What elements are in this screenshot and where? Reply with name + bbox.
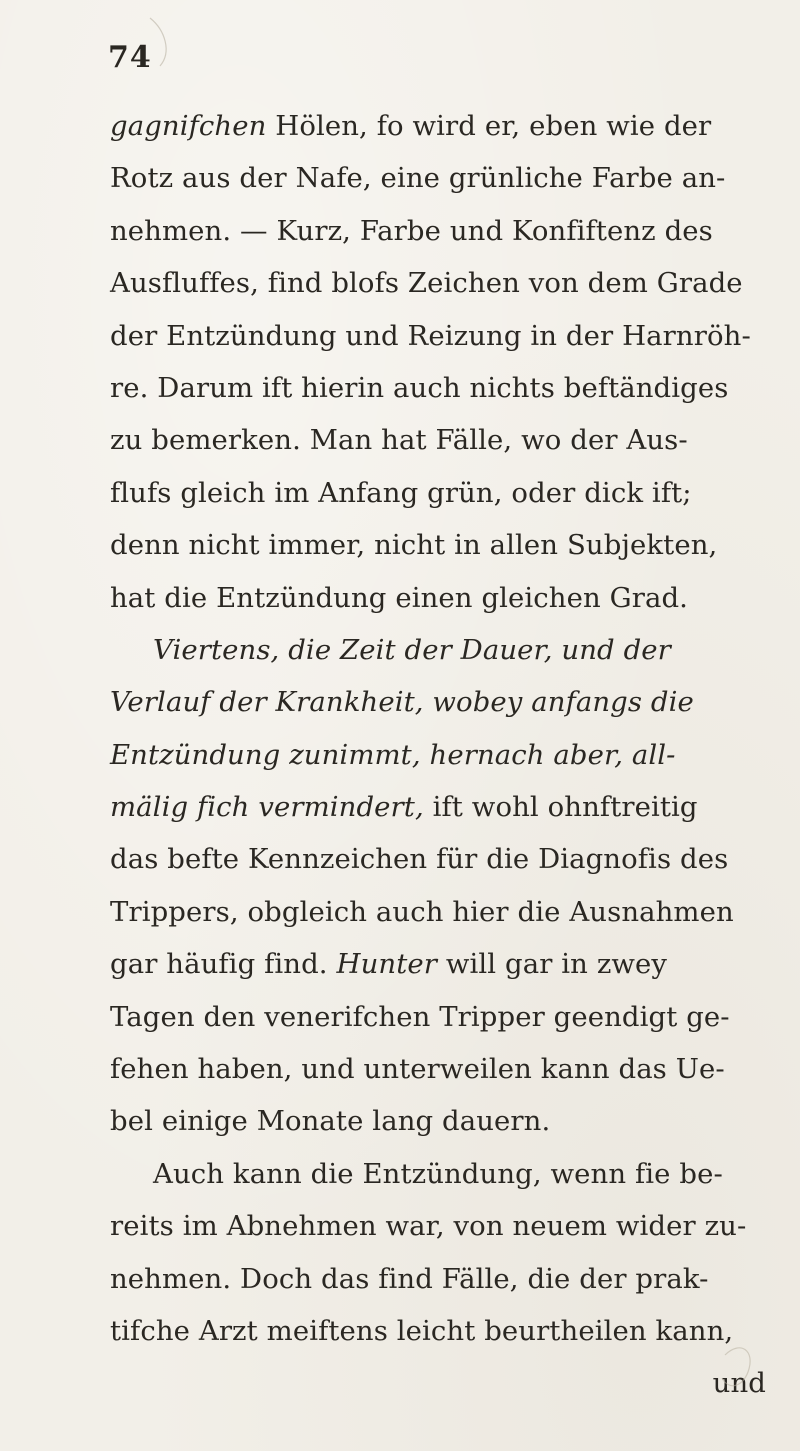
text-line	[110, 1305, 790, 1357]
italic-text: mälig fich vermindert,	[110, 791, 424, 824]
text-line	[110, 310, 790, 362]
text-segment: Trippers, obgleich auch hier die Ausnahmen	[110, 895, 734, 928]
text-segment: fehen haben, und unterweilen kann das Ue-	[110, 1053, 725, 1086]
text-segment: re. Darum ift hierin auch nichts beftändiges	[110, 371, 729, 404]
text-line	[110, 624, 790, 676]
text-segment: bel einige Monate lang dauern.	[110, 1105, 551, 1138]
text-line	[110, 991, 790, 1043]
text-segment: ift wohl ohnftreitig	[423, 791, 698, 824]
text-line	[110, 1200, 790, 1252]
page-body-text	[110, 100, 790, 1410]
text-line	[110, 676, 790, 728]
page-number: 74	[108, 40, 152, 75]
text-line	[110, 467, 790, 519]
text-line	[110, 781, 790, 833]
text-line	[110, 1095, 790, 1147]
text-segment: Tagen den venerifchen Tripper geendigt ge-	[110, 1000, 730, 1033]
text-segment: Auch kann die Entzündung, wenn fie be-	[153, 1157, 723, 1190]
text-line	[110, 938, 790, 990]
italic-text: Entzündung zunimmt, hernach aber, all-	[110, 738, 676, 771]
text-segment: Rotz aus der Nafe, eine grünliche Farbe an-	[110, 162, 726, 195]
text-line	[110, 257, 790, 309]
italic-text: Viertens, die Zeit der Dauer, und der	[153, 633, 671, 666]
text-line	[110, 205, 790, 257]
text-segment: nehmen. — Kurz, Farbe und Konfiftenz des	[110, 214, 713, 247]
text-segment: nehmen. Doch das find Fälle, die der prak-	[110, 1262, 709, 1295]
text-line	[110, 1043, 790, 1095]
text-line	[110, 1253, 790, 1305]
text-line	[110, 362, 790, 414]
text-segment: hat die Entzündung einen gleichen Grad.	[110, 581, 689, 614]
text-segment: tifche Arzt meiftens leicht beurtheilen kann,	[110, 1314, 734, 1347]
text-line	[110, 886, 790, 938]
text-segment: will gar in zwey	[436, 948, 668, 981]
text-line	[110, 152, 790, 204]
text-line	[110, 519, 790, 571]
text-segment: gar häufig find.	[110, 948, 337, 981]
italic-text: Hunter	[336, 948, 437, 981]
catchword	[110, 1357, 790, 1409]
italic-text: Verlauf der Krankheit, wobey anfangs die	[110, 686, 694, 719]
text-line	[110, 833, 790, 885]
text-line	[110, 414, 790, 466]
italic-text: gagnifchen	[110, 110, 267, 142]
text-segment: das befte Kennzeichen für die Diagnofis des	[110, 843, 729, 876]
text-segment: der Entzündung und Reizung in der Harnröh-	[110, 319, 751, 352]
text-line	[110, 572, 790, 624]
text-segment: Ausfluffes, find blofs Zeichen von dem Grade	[110, 267, 743, 300]
text-segment: denn nicht immer, nicht in allen Subjekten,	[110, 529, 718, 562]
text-segment: reits im Abnehmen war, von neuem wider zu-	[110, 1210, 747, 1243]
text-segment: Hölen, fo wird er, eben wie der	[266, 110, 712, 142]
text-line	[110, 100, 790, 152]
text-segment: flufs gleich im Anfang grün, oder dick ift;	[110, 476, 692, 509]
text-line	[110, 729, 790, 781]
text-segment: und	[712, 1367, 766, 1400]
text-segment: zu bemerken. Man hat Fälle, wo der Aus-	[110, 424, 688, 457]
text-line	[110, 1148, 790, 1200]
